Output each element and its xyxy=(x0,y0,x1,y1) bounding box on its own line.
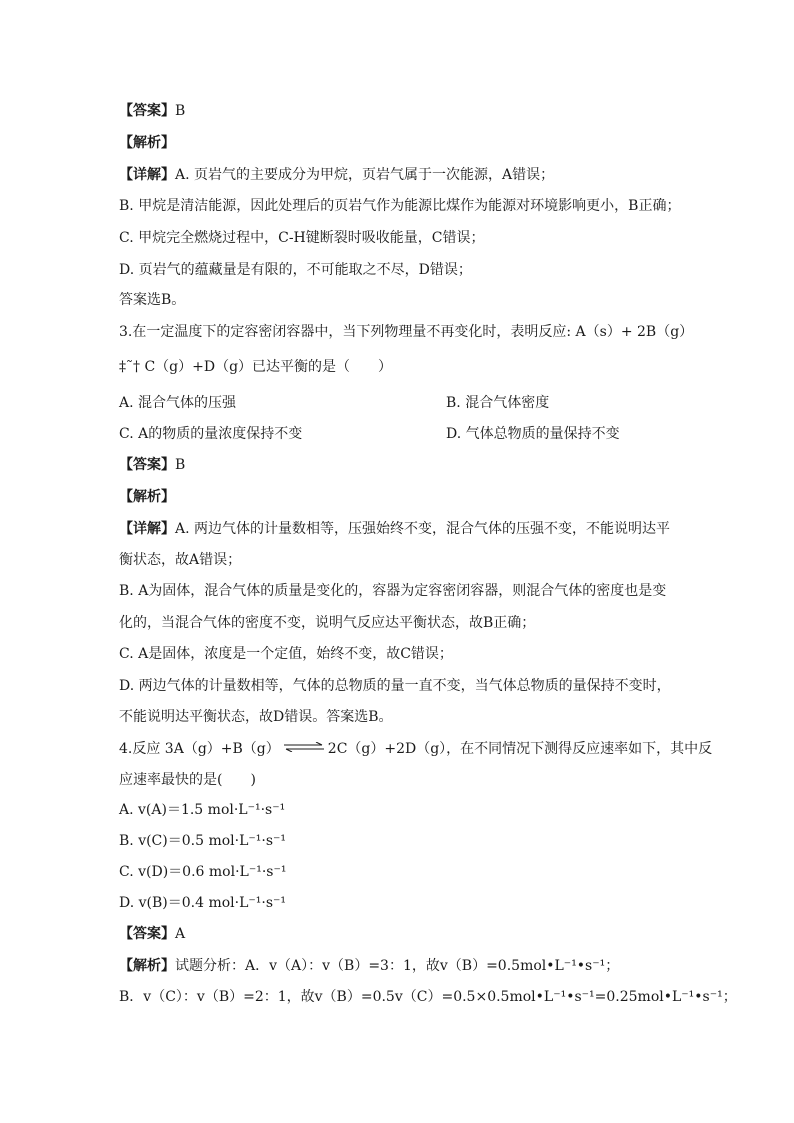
answer-tag: 【答案】 xyxy=(119,103,175,119)
q4-stem-line2: 应速率最快的是( ) xyxy=(119,772,256,788)
detail-text: A. 页岩气的主要成分为甲烷，页岩气属于一次能源，A错误； xyxy=(175,167,555,183)
answer-tag: 【答案】 xyxy=(119,457,175,473)
detail-tag: 【详解】 xyxy=(119,167,175,183)
q4-analysis xyxy=(119,956,619,976)
answer-value: B xyxy=(175,103,186,119)
detail-text: A. 两边气体的计量数相等，压强始终不变，混合气体的压强不变，不能说明达平 xyxy=(175,521,671,537)
q3-stem-line1: 3.在一定温度下的定容密闭容器中，当下列物理量不再变化时，表明反应: A（s）+ 2B（g） xyxy=(119,324,694,340)
answer-tag: 【答案】 xyxy=(119,926,175,942)
q3-stem-line2 xyxy=(119,357,392,377)
q4-option-a: A. v(A)＝1.5 mol·L⁻¹·s⁻¹ xyxy=(119,802,286,818)
q3-detail-d1: D. 两边气体的计量数相等，气体的总物质的量一直不变，当气体总物质的量保持不变时， xyxy=(119,678,671,694)
q2-detail-c: C. 甲烷完全燃烧过程中，C-H键断裂时吸收能量，C错误； xyxy=(119,230,485,246)
q4-option-c: C. v(D)＝0.6 mol·L⁻¹·s⁻¹ xyxy=(119,864,287,880)
q3-detail-a1 xyxy=(119,519,670,539)
q4-answer xyxy=(119,924,185,944)
q2-detail-a xyxy=(119,165,554,185)
q2-analysis-tag: 【解析】 xyxy=(119,135,175,151)
q3-option-c: C. A的物质的量浓度保持不变 xyxy=(119,426,303,442)
q3-detail-c: C. A是固体，浓度是一个定值，始终不变，故C错误； xyxy=(119,646,453,662)
q4-stem-part1: 4.反应 3A（g）+B（g） xyxy=(119,741,280,757)
q2-answer xyxy=(119,101,185,121)
detail-tag: 【详解】 xyxy=(119,521,175,537)
q3-stem-text: C（g）+D（g）已达平衡的是（ ） xyxy=(140,359,393,375)
q3-option-a: A. 混合气体的压强 xyxy=(119,395,237,411)
q4-option-d: D. v(B)＝0.4 mol·L⁻¹·s⁻¹ xyxy=(119,895,287,911)
answer-value: B xyxy=(175,457,186,473)
equilibrium-arrow-garbled: ‡˜† xyxy=(119,359,140,375)
q3-detail-d2: 不能说明达平衡状态，故D错误。答案选B。 xyxy=(119,709,393,725)
answer-value: A xyxy=(175,926,186,942)
q4-option-b: B. v(C)＝0.5 mol·L⁻¹·s⁻¹ xyxy=(119,833,287,849)
q3-analysis-tag: 【解析】 xyxy=(119,489,175,505)
q3-option-d: D. 气体总物质的量保持不变 xyxy=(446,426,620,442)
q4-analysis-b: B．v（C）：v（B）=2：1，故v（B）=0.5v（C）=0.5×0.5mol•L⁻¹•s⁻¹=0.25mol•L⁻¹•s⁻¹； xyxy=(119,989,737,1005)
q3-detail-b2: 化的，当混合气体的密度不变，说明气反应达平衡状态，故B正确； xyxy=(119,615,536,631)
q3-answer xyxy=(119,455,185,475)
q3-option-b: B. 混合气体密度 xyxy=(446,395,550,411)
q2-detail-b: B. 甲烷是清洁能源，因此处理后的页岩气作为能源比煤作为能源对环境影响更小，B正确； xyxy=(119,198,681,214)
q4-stem-part2: 2C（g）+2D（g），在不同情况下测得反应速率如下，其中反 xyxy=(327,741,713,757)
q3-detail-a2: 衡状态，故A错误； xyxy=(119,552,242,568)
equilibrium-arrow-icon xyxy=(282,742,326,752)
analysis-text: 试题分析：A．v（A）：v（B）=3：1，故v（B）=0.5mol•L⁻¹•s⁻¹； xyxy=(175,958,620,974)
analysis-tag: 【解析】 xyxy=(119,958,175,974)
q2-detail-d: D. 页岩气的蕴藏量是有限的，不可能取之不尽，D错误； xyxy=(119,262,472,278)
q3-detail-b1: B. A为固体，混合气体的质量是变化的，容器为定容密闭容器，则混合气体的密度也是变 xyxy=(119,583,667,599)
q4-stem-line1 xyxy=(119,739,712,759)
q2-conclusion: 答案选B。 xyxy=(119,292,186,308)
